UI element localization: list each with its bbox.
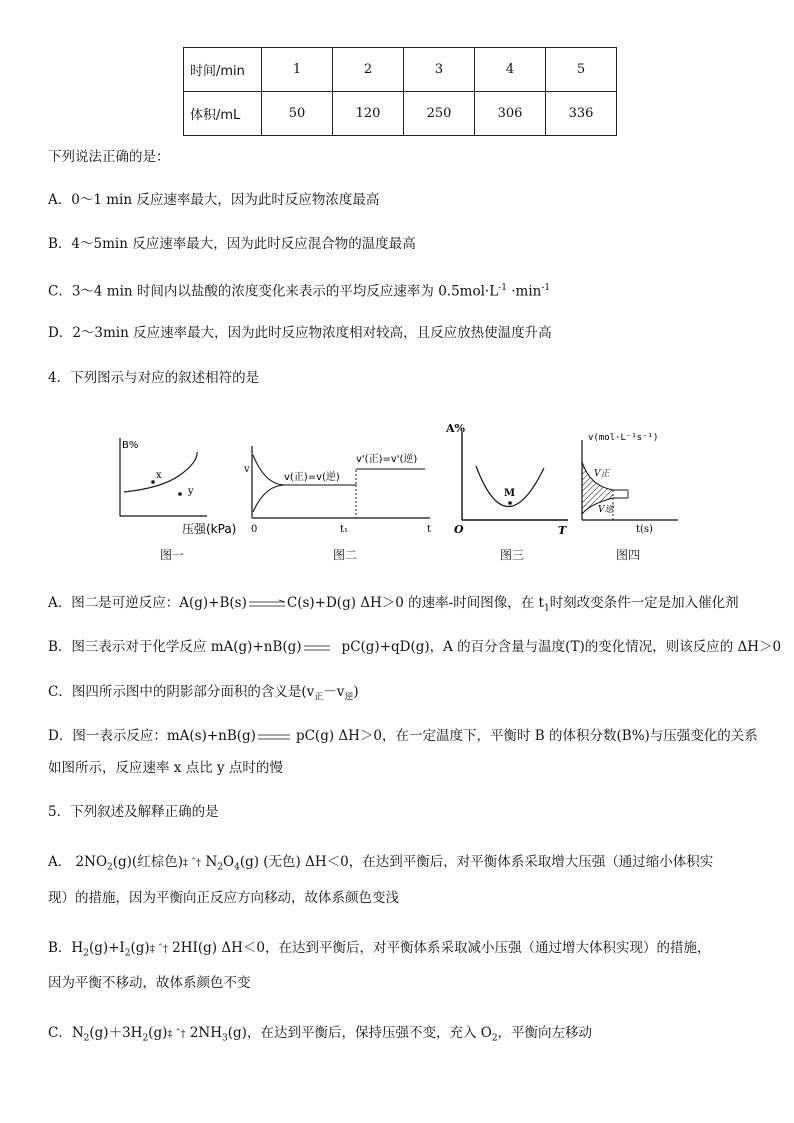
table-cell: 250 — [404, 92, 475, 136]
fig4-xlabel: t(s) — [636, 524, 653, 535]
q5-stem: 5．下列叙述及解释正确的是 — [48, 804, 219, 820]
fig2-label1: v(正)=v(逆) — [284, 472, 340, 483]
q5-option-a-cont: 现）的措施，因为平衡向正反应方向移动，故体系颜色变浅 — [48, 890, 399, 906]
fig1-ylabel: B% — [122, 440, 139, 451]
q4-stem: 4．下列图示与对应的叙述相符的是 — [48, 370, 260, 386]
q5-option-b-cont: 因为平衡不移动，故体系颜色不变 — [48, 975, 251, 991]
figure-2 — [240, 440, 440, 540]
fig1-point-x: x — [156, 470, 162, 481]
q5-option-a: A． $2NO_2(g)$(红棕色)‡ ˆ† $N_2O_4(g)$ (无色) ΔH＜0，在达到平衡后，对平衡体系采取增大压强（通过缩小体积实 — [48, 854, 714, 873]
equilibrium-arrow-icon — [302, 643, 342, 653]
figure-4 — [568, 426, 688, 538]
fig1-caption: 图一 — [160, 548, 185, 562]
q4-option-b: B．图三表示对于化学反应 mA(g)+nB(g) pC(g)+qD(g)，A 的百分含量与温度(T)的变化情况，则该反应的 ΔH＞0 — [48, 639, 782, 655]
fig3-ylabel: A% — [446, 422, 465, 435]
figure-3 — [446, 418, 576, 538]
table-cell: 50 — [262, 92, 333, 136]
q3-stem: 下列说法正确的是： — [48, 149, 170, 165]
q4-option-d-cont: 如图所示，反应速率 x 点比 y 点时的慢 — [48, 760, 283, 776]
equilibrium-arrow-icon — [256, 732, 296, 742]
q5-option-b: B．$H_2(g)+I_2(g)\ddagger$ ˆ† 2HI(g) ΔH＜0，在达到平衡后，对平衡体系采取减小压强（通过增大体积实现）的措施， — [48, 940, 711, 959]
table-cell: 5 — [546, 48, 617, 92]
q4-option-a: A．图二是可逆反应：A(g)+B(s) C(s)+D(g) ΔH＞0 的速率-时间图像，在 $t_1$时刻改变条件一定是加入催化剂 — [48, 595, 739, 614]
fig1-point-y: y — [188, 486, 194, 497]
fig2-label2: v'(正)=v'(逆) — [356, 454, 418, 465]
table-cell: 时间/min — [184, 48, 262, 92]
equilibrium-arrow-icon — [247, 599, 287, 609]
data-table — [183, 47, 617, 136]
table-row — [184, 92, 617, 136]
fig2-ylabel: v — [244, 464, 250, 475]
fig4-v1: V正 — [594, 469, 610, 479]
table-cell: 2 — [333, 48, 404, 92]
fig2-origin: 0 — [251, 524, 258, 535]
q3-option-b: B．4～5min 反应速率最大，因为此时反应混合物的温度最高 — [48, 236, 416, 252]
q4-option-d: D．图一表示反应：mA(s)+nB(g) pC(g) ΔH＞0，在一定温度下，平衡时 B 的体积分数(B%)与压强变化的关系 — [48, 728, 758, 744]
table-cell: 3 — [404, 48, 475, 92]
table-cell: 体积/mL — [184, 92, 262, 136]
fig4-ylabel: v(mol·L⁻¹s⁻¹) — [588, 433, 659, 443]
figure-1 — [112, 430, 237, 540]
q3-option-a: A．0～1 min 反应速率最大，因为此时反应物浓度最高 — [48, 192, 380, 208]
fig4-v2: V逆 — [598, 505, 614, 515]
fig1-xlabel: 压强(kPa) — [182, 522, 237, 536]
q3-option-c: C．3～4 min 时间内以盐酸的浓度变化来表示的平均反应速率为 $0.5mol\cdot L^{-1} \cdot\min^{-1}$ — [48, 283, 551, 300]
fig3-xlabel: T — [558, 524, 567, 537]
table-cell: 120 — [333, 92, 404, 136]
table-cell: 336 — [546, 92, 617, 136]
q4-option-c: C．图四所示图中的阴影部分面积的含义是$(v_正-v_逆)$ — [48, 684, 359, 703]
table-cell: 4 — [475, 48, 546, 92]
fig2-t: t — [427, 524, 432, 535]
q5-option-c: C．$N_2(g)+3H_2(g)\ddagger$ ˆ† $2NH_3(g)$，在达到平衡后，保持压强不变，充入 $O_2$，平衡向左移动 — [48, 1025, 593, 1044]
fig3-point-m: M — [504, 488, 516, 499]
q3-option-d: D．2～3min 反应速率最大，因为此时反应物浓度相对较高，且反应放热使温度升高 — [48, 325, 552, 341]
table-cell: 1 — [262, 48, 333, 92]
table-row — [184, 48, 617, 92]
fig2-t1: t₁ — [340, 524, 349, 535]
fig2-caption: 图二 — [333, 548, 358, 562]
fig4-caption: 图四 — [616, 548, 641, 562]
fig3-caption: 图三 — [500, 548, 525, 562]
fig3-origin: O — [454, 523, 464, 536]
table-cell: 306 — [475, 92, 546, 136]
